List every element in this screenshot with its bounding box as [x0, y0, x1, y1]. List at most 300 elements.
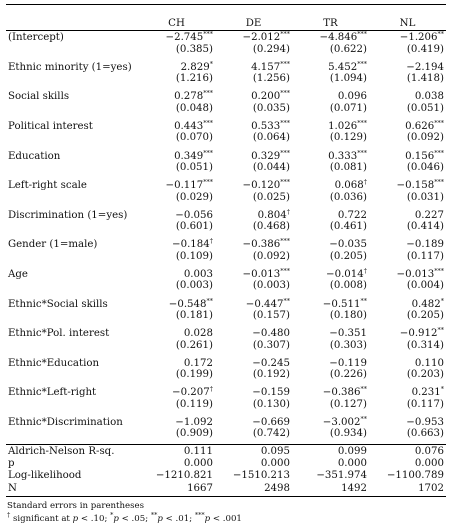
coefficient-value: −0.184: [172, 239, 210, 251]
standard-error-cell: (0.414): [406, 221, 444, 233]
coefficient-cell: [292, 355, 369, 369]
significance-marker: *: [209, 59, 213, 68]
statistic-value: 0.111: [138, 444, 215, 458]
coefficient-cell: [369, 325, 446, 339]
empty-cell: [6, 162, 138, 177]
standard-error-row: [6, 103, 446, 118]
coefficient-row: [6, 31, 446, 44]
coefficient-row: [6, 236, 446, 250]
standard-error-cell: (0.046): [406, 161, 444, 173]
coefficient-value: 0.482: [411, 298, 441, 310]
standard-error-cell: (0.070): [175, 132, 213, 144]
standard-error-cell: (0.226): [329, 369, 367, 381]
significance-marker: ***: [280, 89, 290, 98]
standard-error-row: [6, 162, 446, 177]
coefficient-row: [6, 177, 446, 191]
empty-cell: [6, 221, 138, 236]
significance-marker: ***: [203, 119, 213, 128]
column-header-label: [6, 5, 138, 31]
coefficient-value: −0.386: [322, 387, 361, 399]
significance-marker: ***: [203, 89, 213, 98]
coefficient-value: 0.533: [251, 121, 281, 133]
statistic-value: −1100.789: [386, 470, 444, 482]
coefficient-cell: [292, 414, 369, 428]
standard-error-cell: (0.419): [406, 43, 444, 55]
coefficient-cell: [292, 148, 369, 162]
standard-error-row: [6, 280, 446, 295]
coefficient-cell: [369, 59, 446, 73]
variable-label: Gender (1=male): [8, 239, 98, 251]
standard-error-cell: (0.203): [406, 369, 444, 381]
significance-marker: *: [440, 296, 444, 305]
regression-table: [6, 4, 446, 497]
coefficient-value: 0.172: [183, 357, 213, 369]
variable-label: Ethnic*Social skills: [8, 298, 108, 310]
standard-error-cell: (1.256): [252, 73, 290, 85]
variable-label: Left-right scale: [8, 180, 87, 192]
standard-error-cell: (0.035): [252, 102, 290, 114]
standard-error-cell: (0.119): [175, 398, 213, 410]
coefficient-cell: [292, 59, 369, 73]
coefficient-value: 0.443: [174, 121, 204, 133]
standard-error-row: [6, 73, 446, 88]
significance-marker: ***: [357, 30, 367, 39]
empty-cell: [6, 310, 138, 325]
standard-error-cell: (0.008): [329, 280, 367, 292]
standard-error-cell: (0.314): [406, 339, 444, 351]
note-text: < .001: [210, 514, 242, 524]
coefficient-value: 5.452: [328, 61, 358, 73]
coefficient-cell: [369, 296, 446, 310]
coefficient-cell: [138, 88, 215, 102]
coefficient-cell: [369, 236, 446, 250]
table-body: [6, 31, 446, 497]
significance-marker: ***: [280, 178, 290, 187]
coefficient-value: −0.035: [329, 239, 367, 251]
statistic-label: Log-likelihood: [8, 470, 82, 482]
significance-marker: **: [283, 296, 290, 305]
significance-marker: ***: [357, 148, 367, 157]
note-text: significant at: [10, 514, 73, 524]
standard-error-row: [6, 399, 446, 414]
standard-error-cell: (1.418): [406, 73, 444, 85]
coefficient-value: −0.480: [252, 328, 290, 340]
empty-cell: [6, 251, 138, 266]
significance-marker: ***: [203, 30, 213, 39]
significance-marker: ***: [434, 267, 444, 276]
significance-marker: ***: [280, 237, 290, 246]
standard-error-cell: (0.130): [252, 398, 290, 410]
statistic-value: 2498: [215, 483, 292, 497]
statistic-value: 1667: [138, 483, 215, 497]
significance-marker: †: [363, 267, 367, 276]
coefficient-cell: [292, 88, 369, 102]
variable-label: Age: [8, 269, 28, 281]
coefficient-cell: [369, 207, 446, 221]
note-significance: [7, 513, 447, 526]
significance-marker: ***: [280, 267, 290, 276]
significance-marker: †: [209, 385, 213, 394]
empty-cell: [6, 132, 138, 147]
variable-label: Ethnic*Education: [8, 357, 100, 369]
coefficient-value: −0.207: [172, 387, 210, 399]
standard-error-cell: (0.003): [175, 280, 213, 292]
coefficient-value: 0.722: [337, 209, 367, 221]
standard-error-cell: (0.180): [329, 309, 367, 321]
standard-error-cell: (0.303): [329, 339, 367, 351]
standard-error-cell: (0.385): [175, 43, 213, 55]
coefficient-value: 2.829: [180, 61, 210, 73]
coefficient-value: −3.002: [322, 417, 361, 429]
model-statistic-row: [6, 483, 446, 497]
coefficient-cell: [292, 325, 369, 339]
coefficient-row: [6, 59, 446, 73]
significance-marker: **: [360, 385, 367, 394]
variable-label: Ethnic*Discrimination: [8, 417, 123, 429]
statistic-value: 0.076: [369, 444, 446, 458]
standard-error-cell: (0.117): [406, 398, 444, 410]
coefficient-cell: [138, 148, 215, 162]
standard-error-cell: (0.157): [252, 309, 290, 321]
coefficient-cell: [215, 59, 292, 73]
significance-marker: ***: [280, 59, 290, 68]
coefficient-value: 0.003: [183, 269, 213, 281]
coefficient-cell: [292, 31, 369, 44]
coefficient-cell: [292, 236, 369, 250]
coefficient-value: 0.231: [411, 387, 441, 399]
coefficient-value: 0.278: [174, 91, 204, 103]
table-notes: [7, 500, 447, 526]
coefficient-cell: [292, 177, 369, 191]
significance-marker: **: [206, 296, 213, 305]
model-statistic-row: [6, 458, 446, 470]
significance-marker: ***: [280, 148, 290, 157]
standard-error-cell: (0.294): [252, 43, 290, 55]
standard-error-cell: (0.051): [406, 102, 444, 114]
standard-error-cell: (0.003): [252, 280, 290, 292]
standard-error-cell: (0.199): [175, 369, 213, 381]
coefficient-value: −0.511: [322, 298, 361, 310]
coefficient-value: 0.068: [334, 180, 364, 192]
standard-error-cell: (0.307): [252, 339, 290, 351]
note-text: < .10;: [78, 514, 111, 524]
significance-marker: ***: [280, 30, 290, 39]
coefficient-cell: [215, 236, 292, 250]
coefficient-value: −0.013: [242, 269, 281, 281]
coefficient-cell: [292, 266, 369, 280]
coefficient-cell: [369, 88, 446, 102]
coefficient-value: 0.156: [405, 150, 435, 162]
standard-error-cell: (0.181): [175, 309, 213, 321]
significance-marker: ***: [434, 148, 444, 157]
coefficient-cell: [215, 296, 292, 310]
variable-label: Discrimination (1=yes): [8, 209, 128, 221]
coefficient-cell: [138, 325, 215, 339]
empty-cell: [6, 428, 138, 444]
coefficient-value: −2.745: [165, 32, 204, 44]
statistic-value: 1492: [292, 483, 369, 497]
dagger-symbol: †: [7, 511, 11, 519]
significance-marker: †: [209, 237, 213, 246]
standard-error-cell: (1.094): [329, 73, 367, 85]
column-header-de: DE: [215, 5, 292, 31]
coefficient-value: −0.351: [329, 328, 367, 340]
note-p: p: [204, 514, 211, 524]
coefficient-value: −0.912: [399, 328, 438, 340]
standard-error-cell: (0.036): [329, 191, 367, 203]
significance-marker: ***: [357, 59, 367, 68]
coefficient-value: −0.119: [329, 357, 367, 369]
coefficient-cell: [369, 177, 446, 191]
significance-marker: ***: [280, 119, 290, 128]
significance-marker: ***: [434, 178, 444, 187]
note-p: p: [157, 514, 163, 524]
significance-marker: **: [437, 30, 444, 39]
coefficient-cell: [292, 207, 369, 221]
significance-marker: †: [286, 207, 290, 216]
variable-label: Ethnic minority (1=yes): [8, 61, 132, 73]
statistic-label: Aldrich-Nelson R-sq.: [6, 444, 138, 458]
coefficient-value: 0.096: [337, 91, 367, 103]
coefficient-cell: [138, 118, 215, 132]
standard-error-cell: (0.109): [175, 250, 213, 262]
standard-error-cell: (0.192): [252, 369, 290, 381]
coefficient-value: 0.804: [257, 209, 287, 221]
coefficient-cell: [138, 31, 215, 44]
coefficient-cell: [138, 414, 215, 428]
significance-marker: **: [360, 296, 367, 305]
statistic-value: −351.974: [316, 470, 367, 482]
standard-error-cell: (0.092): [406, 132, 444, 144]
variable-label: Ethnic*Left-right: [8, 387, 97, 399]
coefficient-value: −0.056: [175, 209, 213, 221]
coefficient-value: 0.038: [414, 91, 444, 103]
standard-error-row: [6, 221, 446, 236]
coefficient-cell: [215, 31, 292, 44]
statistic-value: 1702: [369, 483, 446, 497]
coefficient-cell: [138, 59, 215, 73]
coefficient-cell: [138, 207, 215, 221]
variable-label: (Intercept): [8, 32, 64, 44]
variable-label: Education: [8, 150, 61, 162]
coefficient-value: 4.157: [251, 61, 281, 73]
coefficient-row: [6, 384, 446, 398]
standard-error-cell: (0.663): [406, 428, 444, 440]
standard-error-cell: (0.031): [406, 191, 444, 203]
variable-label: Social skills: [8, 91, 70, 103]
note-p: p: [72, 514, 79, 524]
coefficient-value: −1.206: [399, 32, 438, 44]
coefficient-cell: [292, 384, 369, 398]
coefficient-cell: [369, 148, 446, 162]
star-symbol: **: [150, 511, 158, 519]
variable-label: Ethnic*Pol. interest: [8, 328, 110, 340]
significance-marker: **: [437, 326, 444, 335]
coefficient-cell: [138, 177, 215, 191]
coefficient-cell: [215, 177, 292, 191]
coefficient-value: 0.329: [251, 150, 281, 162]
statistic-value: 0.000: [337, 457, 367, 469]
coefficient-value: −0.013: [396, 269, 435, 281]
significance-marker: **: [360, 415, 367, 424]
coefficient-cell: [138, 296, 215, 310]
model-statistic-row: [6, 444, 446, 458]
coefficient-cell: [138, 266, 215, 280]
coefficient-value: 0.349: [174, 150, 204, 162]
coefficient-value: −0.014: [326, 269, 364, 281]
standard-error-cell: (0.461): [329, 221, 367, 233]
coefficient-value: 0.626: [405, 121, 435, 133]
standard-error-cell: (0.048): [175, 102, 213, 114]
coefficient-cell: [215, 207, 292, 221]
column-header-nl: NL: [369, 5, 446, 31]
standard-error-cell: (0.051): [175, 161, 213, 173]
significance-marker: ***: [357, 119, 367, 128]
statistic-label: p: [8, 457, 15, 469]
empty-cell: [6, 192, 138, 207]
coefficient-cell: [369, 266, 446, 280]
coefficient-cell: [369, 414, 446, 428]
coefficient-cell: [292, 296, 369, 310]
coefficient-row: [6, 296, 446, 310]
coefficient-row: [6, 207, 446, 221]
star-symbol: ***: [194, 511, 205, 519]
coefficient-value: −0.120: [242, 180, 281, 192]
coefficient-value: −0.117: [165, 180, 204, 192]
standard-error-cell: (0.071): [329, 102, 367, 114]
standard-error-cell: (0.205): [406, 309, 444, 321]
coefficient-cell: [215, 118, 292, 132]
column-header-ch: CH: [138, 5, 215, 31]
statistic-value: −1210.821: [155, 470, 213, 482]
coefficient-value: 0.028: [183, 328, 213, 340]
statistic-value: −1510.213: [232, 470, 290, 482]
standard-error-cell: (0.742): [252, 428, 290, 440]
coefficient-cell: [215, 88, 292, 102]
standard-error-cell: (0.092): [252, 250, 290, 262]
standard-error-cell: (0.064): [252, 132, 290, 144]
statistic-label: N: [6, 483, 138, 497]
coefficient-row: [6, 266, 446, 280]
coefficient-value: −2.194: [406, 61, 444, 73]
standard-error-row: [6, 310, 446, 325]
coefficient-value: −4.846: [319, 32, 358, 44]
significance-marker: †: [363, 178, 367, 187]
coefficient-row: [6, 325, 446, 339]
standard-error-row: [6, 428, 446, 444]
empty-cell: [6, 369, 138, 384]
column-header-tr: TR: [292, 5, 369, 31]
standard-error-cell: (0.025): [252, 191, 290, 203]
coefficient-row: [6, 148, 446, 162]
coefficient-value: −0.189: [406, 239, 444, 251]
coefficient-cell: [215, 355, 292, 369]
significance-marker: ***: [203, 148, 213, 157]
statistic-value: 0.000: [183, 457, 213, 469]
standard-error-row: [6, 192, 446, 207]
coefficient-value: 0.200: [251, 91, 281, 103]
empty-cell: [6, 399, 138, 414]
coefficient-value: −1.092: [175, 417, 213, 429]
standard-error-cell: (0.081): [329, 161, 367, 173]
empty-cell: [6, 44, 138, 59]
coefficient-value: −0.386: [242, 239, 281, 251]
significance-marker: ***: [434, 119, 444, 128]
coefficient-cell: [369, 31, 446, 44]
standard-error-cell: (0.129): [329, 132, 367, 144]
coefficient-cell: [215, 266, 292, 280]
note-text: < .05;: [118, 514, 151, 524]
coefficient-value: −0.158: [396, 180, 435, 192]
statistic-value: 0.099: [292, 444, 369, 458]
standard-error-cell: (1.216): [175, 73, 213, 85]
standard-error-cell: (0.205): [329, 250, 367, 262]
model-statistic-row: [6, 470, 446, 482]
standard-error-cell: (0.261): [175, 339, 213, 351]
statistic-value: 0.000: [414, 457, 444, 469]
significance-marker: *: [440, 385, 444, 394]
coefficient-row: [6, 414, 446, 428]
standard-error-cell: (0.622): [329, 43, 367, 55]
coefficient-cell: [138, 236, 215, 250]
note-text: < .01;: [162, 514, 195, 524]
coefficient-cell: [369, 118, 446, 132]
coefficient-value: 0.110: [414, 357, 444, 369]
coefficient-cell: [215, 325, 292, 339]
standard-error-cell: (0.004): [406, 280, 444, 292]
standard-error-cell: (0.909): [175, 428, 213, 440]
coefficient-row: [6, 355, 446, 369]
empty-cell: [6, 340, 138, 355]
standard-error-row: [6, 369, 446, 384]
coefficient-value: 0.227: [414, 209, 444, 221]
note-p: p: [113, 514, 119, 524]
note-standard-errors: Standard errors in parentheses: [7, 501, 145, 511]
coefficient-cell: [369, 384, 446, 398]
empty-cell: [6, 280, 138, 295]
standard-error-row: [6, 44, 446, 59]
coefficient-cell: [138, 384, 215, 398]
star-symbol: *: [110, 511, 114, 519]
coefficient-cell: [138, 355, 215, 369]
coefficient-value: 0.333: [328, 150, 358, 162]
standard-error-row: [6, 132, 446, 147]
empty-cell: [6, 103, 138, 118]
coefficient-value: −2.012: [242, 32, 281, 44]
coefficient-cell: [215, 414, 292, 428]
standard-error-cell: (0.127): [329, 398, 367, 410]
standard-error-cell: (0.934): [329, 428, 367, 440]
significance-marker: ***: [203, 178, 213, 187]
standard-error-cell: (0.029): [175, 191, 213, 203]
coefficient-cell: [215, 384, 292, 398]
coefficient-value: −0.669: [252, 417, 290, 429]
coefficient-cell: [292, 118, 369, 132]
coefficient-cell: [369, 355, 446, 369]
coefficient-row: [6, 118, 446, 132]
standard-error-cell: (0.117): [406, 250, 444, 262]
coefficient-row: [6, 88, 446, 102]
coefficient-value: −0.159: [252, 387, 290, 399]
statistic-value: 0.095: [215, 444, 292, 458]
coefficient-cell: [215, 148, 292, 162]
coefficient-value: −0.245: [252, 357, 290, 369]
coefficient-value: −0.447: [245, 298, 284, 310]
standard-error-row: [6, 251, 446, 266]
standard-error-cell: (0.601): [175, 221, 213, 233]
statistic-value: 0.000: [260, 457, 290, 469]
empty-cell: [6, 73, 138, 88]
